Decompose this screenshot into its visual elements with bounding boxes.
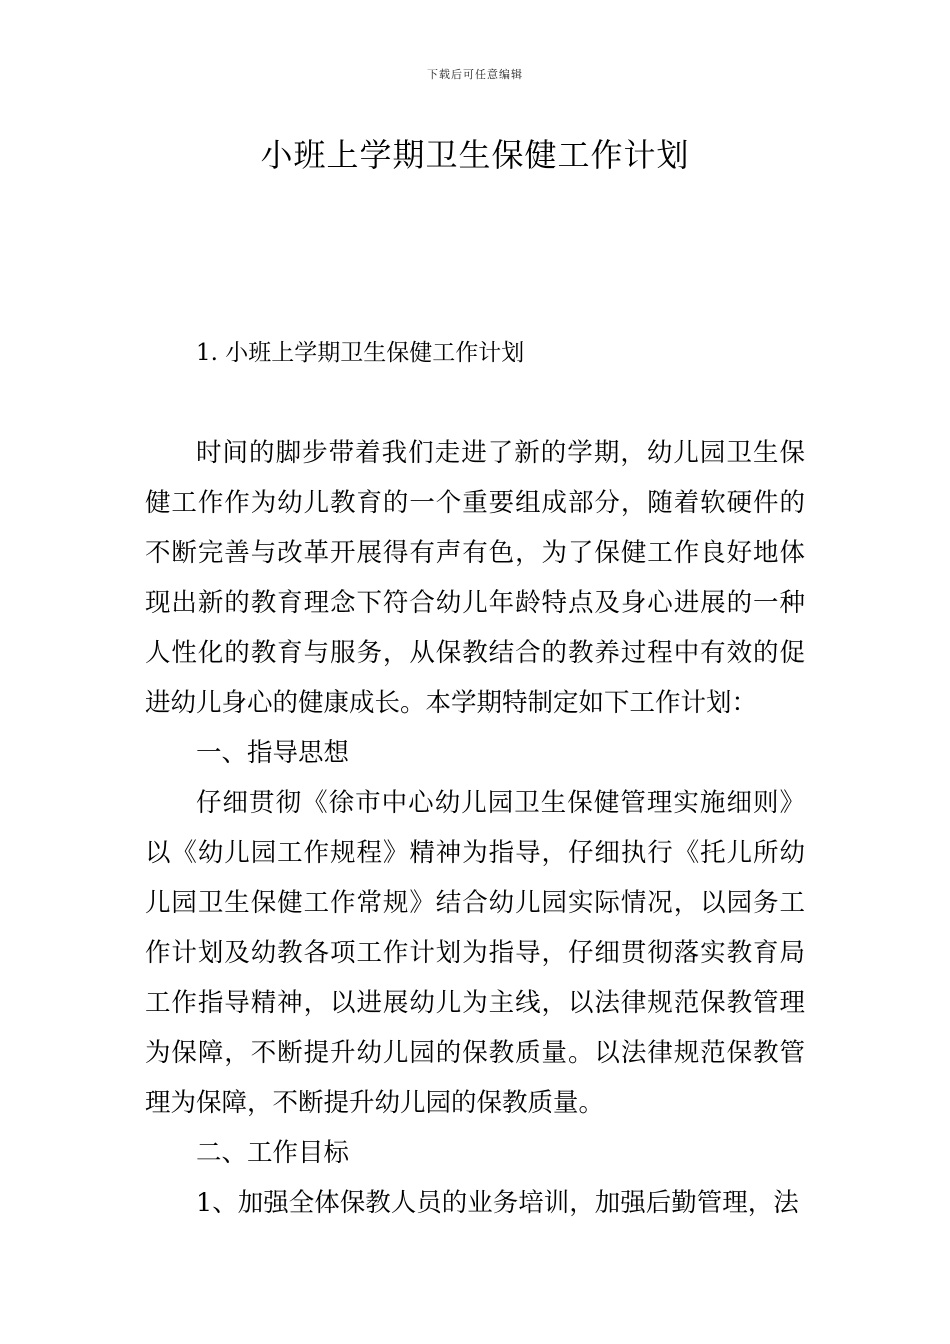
body-text (145, 428, 805, 1228)
guiding-ideology-paragraph: 仔细贯彻《徐市中心幼儿园卫生保健管理实施细则》以《幼儿园工作规程》精神为指导，仔细执行《托儿所幼儿园卫生保健工作常规》结合幼儿园实际情况，以园务工作计划及幼教各项工作计划为指导，仔细贯彻落实教育局工作指导精神，以进展幼儿为主线，以法律规范保教管理为保障，不断提升幼儿园的保教质量。以法律规范保教管理为保障，不断提升幼儿园的保教质量。 (145, 788, 805, 1118)
document-title: 小班上学期卫生保健工作计划 (260, 136, 690, 174)
heading-work-goals: 二、工作目标 (196, 1138, 350, 1168)
heading-guiding-ideology: 一、指导思想 (196, 738, 350, 768)
work-goal-item-1: 1、加强全体保教人员的业务培训，加强后勤管理，法 (196, 1188, 799, 1218)
intro-paragraph: 时间的脚步带着我们走进了新的学期，幼儿园卫生保健工作作为幼儿教育的一个重要组成部分，随着软硬件的不断完善与改革开展得有声有色，为了保健工作良好地体现出新的教育理念下符合幼儿年龄特点及身心进展的一种人性化的教育与服务，从保教结合的教养过程中有效的促进幼儿身心的健康成长。本学期特制定如下工作计划： (145, 438, 805, 718)
section-title: 1. 小班上学期卫生保健工作计划 (196, 340, 525, 366)
header-note: 下载后可任意编辑 (427, 68, 523, 81)
